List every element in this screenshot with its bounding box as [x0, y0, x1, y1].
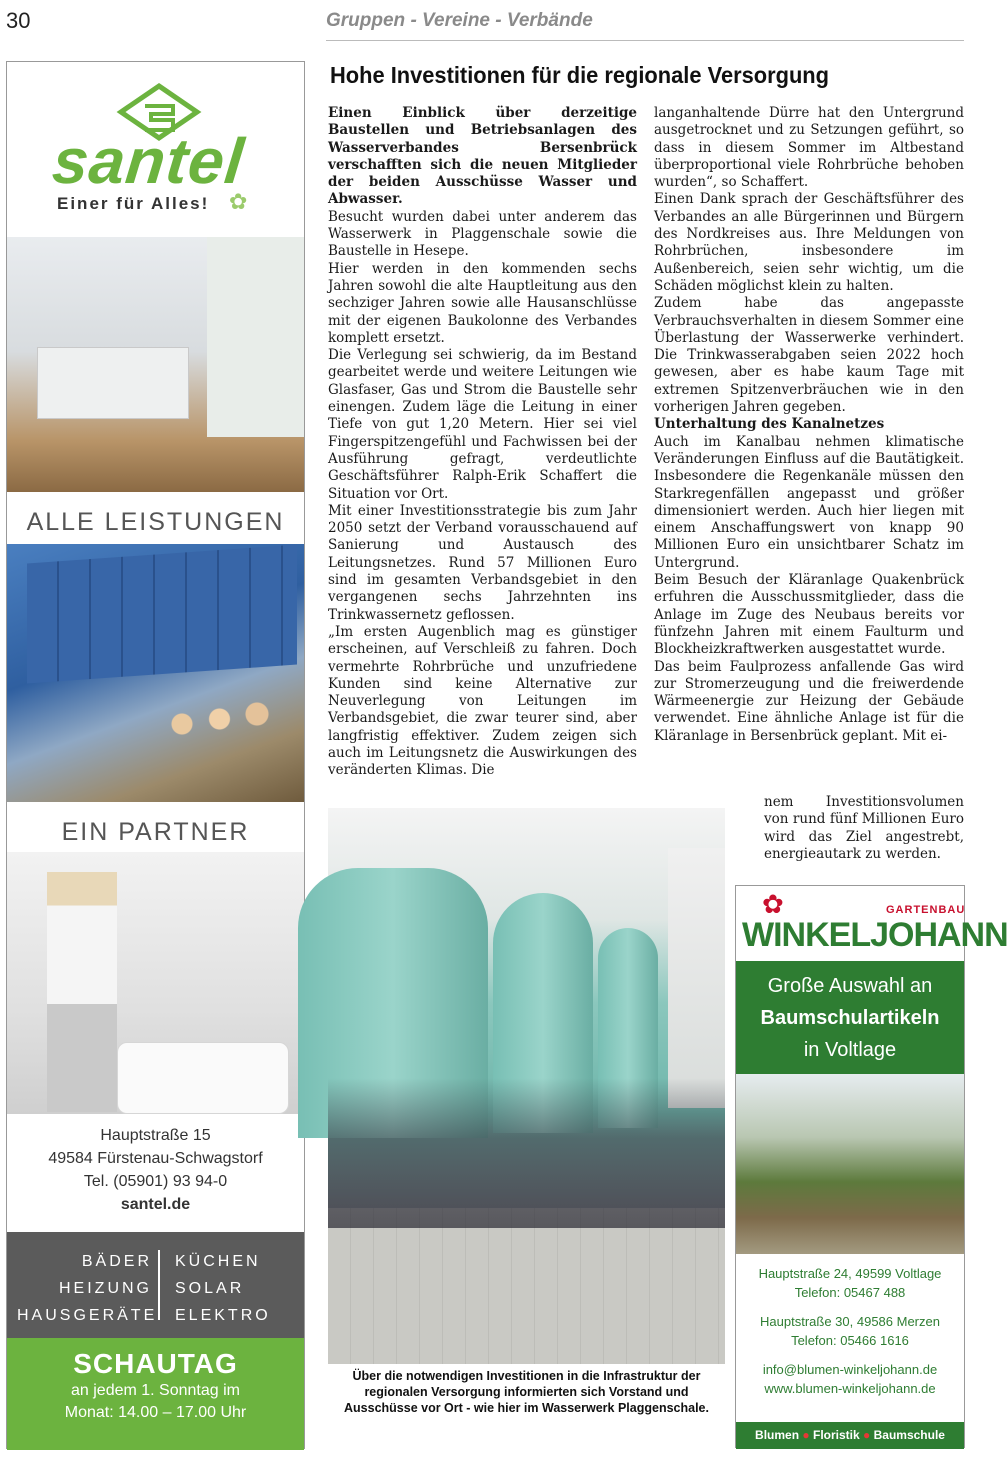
family-group [137, 694, 287, 794]
page-number: 30 [6, 8, 31, 33]
kitchen-window [207, 237, 304, 437]
article-paragraph: Einen Dank sprach der Geschäftsführer des Verbandes an alle Bürgerinnen und Bürgern des Nordkreises aus. Ihre Meldungen von Rohrbrüchen, insbesondere im Außenbereich, seien sehr wichtig, um die Schäden möglichst klein zu halten. [654, 191, 964, 294]
banner-line-3: in Voltlage [803, 1039, 897, 1061]
article-column-2-end [764, 794, 964, 863]
header-rule [326, 40, 964, 41]
butterfly-icon: ✿ [229, 190, 248, 215]
footer-item: Baumschule [873, 1428, 945, 1442]
schautag-line-2: Monat: 14.00 – 17.00 Uhr [64, 1404, 247, 1421]
services-left-list [17, 1248, 158, 1329]
article-paragraph: Das beim Faulprozess anfallende Gas wird zur Stromerzeugung und die freiwerdende Wärmeenergie zur Heizung der Gebäude verwendet. Eine ähnliche Anlage ist für die Kläranlage in Bersenbrück geplant. Mit ei- [654, 658, 964, 744]
service-item: HAUSGERÄTE [17, 1307, 158, 1324]
hall-wall [668, 848, 725, 1108]
article-headline: Hohe Investitionen für die regionale Versorgung [330, 62, 829, 88]
article-paragraph: Besucht wurden dabei unter anderem das Wasserwerk in Plaggenschale sowie die Baustelle in Hesepe. [328, 208, 637, 260]
article-subheading: Unterhaltung des Kanalnetzes [654, 416, 885, 433]
kitchen-photo [7, 237, 304, 492]
footer-item: Blumen [755, 1428, 800, 1442]
article-paragraph: Zudem habe das angepasste Verbrauchsverhalten in diesem Sommer eine Überlastung der Wasserwerke verhindert. Die Trinkwasserabgaben seien 2022 hoch gewesen, aber es habe kaum Tage mit extremen Spitzenverbräuchen wie in den vorherigen Jahren gegeben. [654, 295, 964, 416]
article-column-1 [328, 105, 637, 780]
tiled-floor [328, 1208, 725, 1364]
article-paragraph: nem Investitionsvolumen von rund fünf Millionen Euro wird das Ziel angestrebt, energieautark zu werden. [764, 794, 964, 862]
service-item: ELEKTRO [175, 1307, 271, 1324]
address-merzen: Hauptstraße 30, 49586 Merzen [760, 1314, 940, 1329]
santel-logo-text: santel [49, 125, 248, 197]
winkeljohann-banner [736, 961, 964, 1074]
bathtub [117, 1042, 289, 1114]
service-item: SOLAR [175, 1280, 245, 1297]
article-column-2 [654, 105, 964, 745]
santel-slogan: Einer für Alles! [57, 194, 210, 213]
services-divider [158, 1250, 160, 1320]
visitor-group [328, 1078, 725, 1228]
article-paragraph: Hier werden in den kommenden sechs Jahren sowohl die alte Hauptleitung aus den sechziger Jahren sowie alle Hausanschlüsse mit der eigenen Baukolonne des Verbandes komplett ersetzt. [328, 260, 637, 346]
address-voltlage: Hauptstraße 24, 49599 Voltlage [758, 1266, 942, 1281]
winkeljohann-advertisement[interactable] [735, 885, 1008, 1448]
article-paragraph: „Im ersten Augenblich mag es günstiger erscheinen, auf Verschleiß zu fahren. Doch vermehrte Rohrbrüche und unzufriedene Kunden sind keine Alternative zur Neuverlegung von Leitungen im Verbandsgebiet, die zwar teurer sind, aber langfristig effektiver. Zudem zeigen sich auch im Leitungsnetz die Auswirkungen des veränderten Klimas. Die [328, 623, 637, 779]
article-lead: Einen Einblick über derzeitige Baustellen und Betriebsanlagen des Wasserverbandes Bersenbrück verschafften sich die neuen Mitglieder der beiden Ausschüsse Wasser und Abwasser. [328, 105, 637, 208]
bullet-icon: ● [863, 1428, 871, 1442]
service-item: KÜCHEN [175, 1253, 261, 1270]
article-paragraph: Die Verlegung sei schwierig, da im Bestand gearbeitet werde und weitere Leitungen wie Glasfaser, Gas und Strom die Baustelle sehr einengen. Zudem läge die Leitung in einer Tiefe von gut 1,20 Metern. Hier sei viel Fingerspitzengefühl und Fachwissen bei der Ausführung gefragt, verdeutlichte Geschäftsführer Ralph-Erik Schaffert die Situation vor Ort. [328, 347, 637, 502]
winkeljohann-tagline: GARTENBAU [886, 904, 966, 916]
services-right-list [175, 1248, 310, 1329]
caption-ein-partner: EIN PARTNER [7, 802, 304, 862]
tree-nursery-photo [736, 1074, 964, 1254]
solar-panels [27, 545, 297, 684]
woman-figure [47, 872, 117, 1112]
kitchen-island [37, 347, 189, 419]
phone-voltlage: Telefon: 05467 488 [794, 1285, 906, 1300]
bullet-icon: ● [802, 1428, 810, 1442]
schautag-banner [7, 1338, 304, 1450]
phone-merzen: Telefon: 05466 1616 [791, 1333, 909, 1348]
banner-line-1: Große Auswahl an [767, 975, 933, 997]
flower-icon: ✿ [762, 890, 784, 920]
santel-contact [7, 1114, 304, 1232]
article-paragraph: langanhaltende Dürre hat den Untergrund ausgetrocknet und zu Setzungen geführt, so dass in diesem Sommer im Altbestand überproportional viele Rohrbrüche behoben wurden“, so Schaffert. [654, 105, 964, 191]
footer-item: Floristik [812, 1428, 860, 1442]
santel-services [7, 1232, 304, 1338]
bathroom-photo [7, 852, 304, 1114]
photo-caption: Über die notwendigen Investitionen in die Infrastruktur der regionalen Versorgung informierten sich Vorstand und Ausschüsse vor Ort - wie hier im Wasserwerk Plaggenschale. [344, 1369, 709, 1415]
santel-advertisement[interactable] [6, 61, 305, 1449]
schautag-title: SCHAUTAG [73, 1348, 238, 1379]
article-paragraph: Beim Besuch der Kläranlage Quakenbrück erfuhren die Ausschussmitglieder, dass die Anlage im Zuge des Neubaus bereits vor fünfzehn Jahren mit einem Faulturm und Blockheizkraftwerken ausgestattet wurde. [654, 572, 964, 658]
email-link[interactable]: info@blumen-winkeljohann.de [762, 1362, 938, 1377]
schautag-line-1: an jedem 1. Sonntag im [71, 1382, 240, 1399]
santel-logo-area [7, 62, 304, 237]
article-paragraph: Mit einer Investitionsstrategie bis zum Jahr 2050 setzt der Verband vorausschauend auf Sanierung und Austausch des Leitungsnetzes. Rund 57 Millionen Euro sind im gesamten Verbandsgebiet in den vergangenen sechs Jahrzehnten ins Trinkwassernetz geflossen. [328, 502, 637, 623]
winkeljohann-logo-text: WINKELJOHANN [742, 916, 1008, 954]
solar-family-photo [7, 544, 304, 804]
service-item: HEIZUNG [59, 1280, 152, 1297]
article-paragraph: Auch im Kanalbau nehmen klimatische Veränderungen Einfluss auf die Bautätigkeit. Insbesondere die Regenkanäle müssen den Starkregenfällen angepasst und größer dimensioniert werden. Auch hier liegen mit einem Anschaffungswert von knapp 90 Millionen Euro ein unsichtbarer Schatz im Untergrund. [654, 433, 964, 571]
winkeljohann-footer [736, 1422, 964, 1449]
service-item: BÄDER [81, 1253, 152, 1270]
website-link[interactable]: www.blumen-winkeljohann.de [764, 1381, 936, 1396]
banner-line-2: Baumschulartikeln [760, 1007, 940, 1029]
santel-phone: Tel. (05901) 93 94-0 [83, 1173, 228, 1190]
section-title: Gruppen - Vereine - Verbände [326, 10, 593, 31]
santel-city: 49584 Fürstenau-Schwagstorf [48, 1150, 263, 1167]
santel-website-link[interactable]: santel.de [120, 1196, 191, 1213]
waterworks-photo [328, 808, 725, 1364]
winkeljohann-contact [736, 1264, 964, 1398]
caption-alle-leistungen: ALLE LEISTUNGEN [7, 492, 304, 552]
santel-street: Hauptstraße 15 [100, 1127, 211, 1144]
